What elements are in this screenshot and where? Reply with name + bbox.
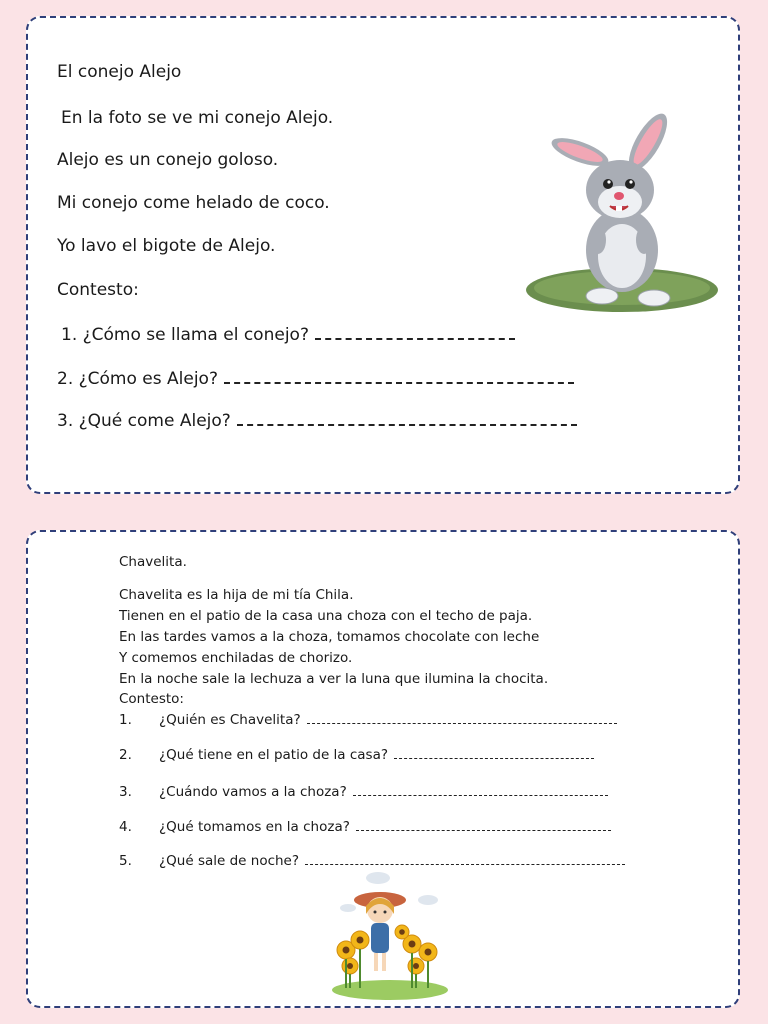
card2-line-1: Chavelita es la hija de mi tía Chila. [119,587,354,603]
reading-card-conejo [26,16,740,494]
card1-line-2: Alejo es un conejo goloso. [57,150,279,170]
card2-question-4-num: 4. [119,819,132,835]
answer-blank-c2-3[interactable] [353,784,608,796]
answer-blank-2[interactable] [224,368,574,384]
card2-question-1-text: ¿Quién es Chavelita? [159,712,301,728]
girl-sunflowers-icon [328,870,452,1002]
card2-line-4: Y comemos enchiladas de chorizo. [119,650,353,666]
card2-question-1 [119,712,617,728]
answer-blank-c2-4[interactable] [356,819,611,831]
card1-question-3 [57,410,577,431]
card2-line-5: En la noche sale la lechuza a ver la luna que ilumina la chocita. [119,671,549,687]
answer-blank-3[interactable] [237,410,577,426]
card2-question-5-text: ¿Qué sale de noche? [159,853,300,869]
reading-card-chavelita [26,530,740,1008]
card1-question-1-text: 1. ¿Cómo se llama el conejo? [61,325,309,345]
card2-question-5 [119,853,625,869]
card1-answer-label: Contesto: [57,280,139,300]
card1-title: El conejo Alejo [57,62,182,82]
card2-question-2-text: ¿Qué tiene en el patio de la casa? [159,747,389,763]
answer-blank-1[interactable] [315,324,515,340]
rabbit-icon [524,110,720,320]
card1-line-4: Yo lavo el bigote de Alejo. [57,236,276,256]
card2-title: Chavelita. [119,554,187,570]
answer-blank-c2-5[interactable] [305,853,625,865]
card2-line-3: En las tardes vamos a la choza, tomamos chocolate con leche [119,629,540,645]
card2-question-5-num: 5. [119,853,132,869]
card2-question-3 [119,784,608,800]
card2-question-3-num: 3. [119,784,132,800]
card1-question-3-text: 3. ¿Qué come Alejo? [57,411,231,431]
card2-question-4 [119,819,611,835]
card2-question-1-num: 1. [119,712,132,728]
answer-blank-c2-1[interactable] [307,712,617,724]
answer-blank-c2-2[interactable] [394,747,594,759]
card1-question-2-text: 2. ¿Cómo es Alejo? [57,369,218,389]
card2-question-2 [119,747,594,763]
card2-line-2: Tienen en el patio de la casa una choza con el techo de paja. [119,608,533,624]
card1-question-1 [61,324,515,345]
card1-line-1: En la foto se ve mi conejo Alejo. [61,108,334,128]
card1-question-2 [57,368,574,389]
card2-question-2-num: 2. [119,747,132,763]
card2-answer-label: Contesto: [119,691,184,707]
card2-question-4-text: ¿Qué tomamos en la choza? [159,819,350,835]
card1-line-3: Mi conejo come helado de coco. [57,193,330,213]
card2-question-3-text: ¿Cuándo vamos a la choza? [159,784,347,800]
